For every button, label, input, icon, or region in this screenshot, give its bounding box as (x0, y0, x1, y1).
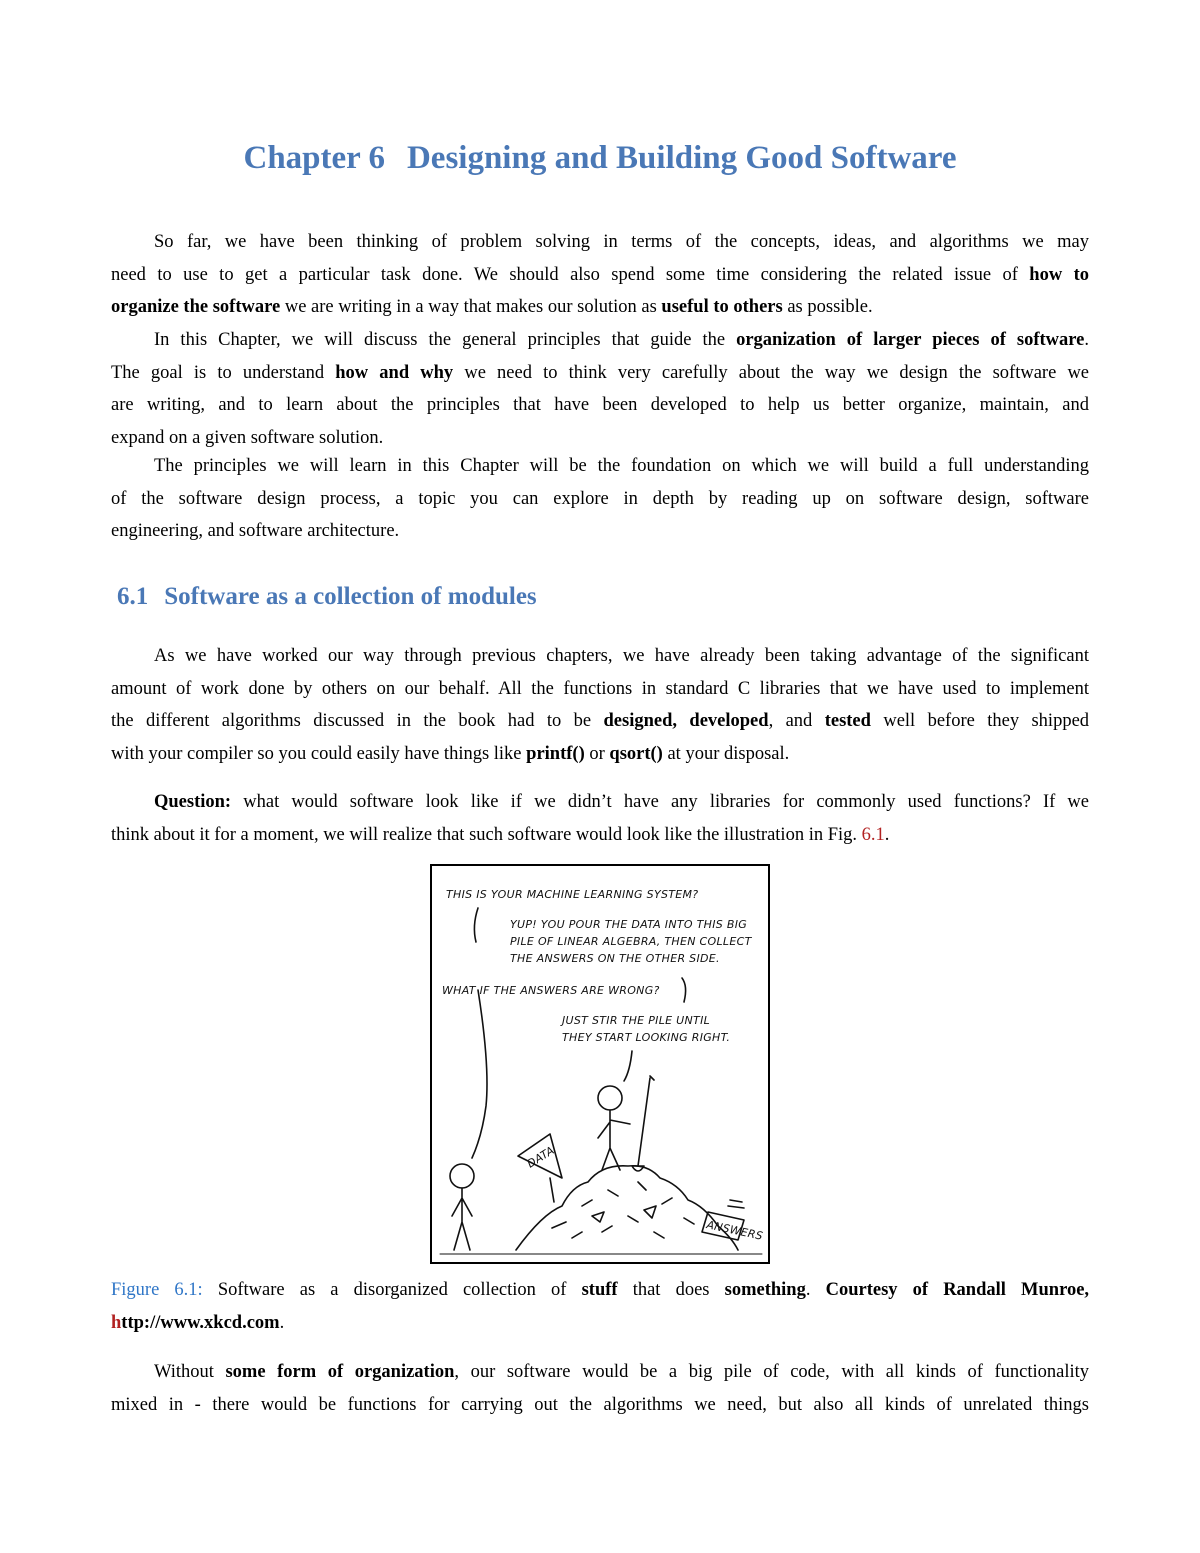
bold-text: designed, developed (603, 711, 769, 731)
speech-line (624, 1051, 632, 1081)
stick-figure-head (450, 1164, 474, 1188)
funnel-label: DATA (524, 1143, 557, 1171)
section-title (117, 583, 537, 611)
text-line: mixed in - there would be functions for carrying out the algorithms we need, but also all kinds of unrelated things (111, 1394, 1089, 1415)
text-run: what would software look like if we didn’t have any libraries for commonly used functions? If we (243, 792, 1090, 812)
bold-text: something (724, 1280, 806, 1300)
question-label: Question: (154, 792, 232, 812)
text-line: As we have worked our way through previous chapters, we have already been taking advantage of the significant (154, 646, 1089, 666)
comic-text-line: THEY START LOOKING RIGHT. (562, 1031, 731, 1044)
bold-text: tested (824, 711, 871, 731)
bold-text: qsort() (609, 743, 663, 764)
text-run: need to use to get a particular task done. We should also spend some time considering the related issue of (111, 264, 1018, 285)
text-line (111, 324, 1089, 357)
text-run: think about it for a moment, we will realize that such software would look like the illustration in Fig. (111, 824, 858, 845)
text-run: we need to think very carefully about the way we design the software we (464, 362, 1090, 383)
stick-figure-body (598, 1110, 630, 1170)
question-paragraph (111, 786, 1089, 851)
text-run: , our software would be a big pile of code, with all kinds of functionality (454, 1362, 1090, 1382)
text-line: of the software design process, a topic you can explore in depth by reading up on software design, software (111, 488, 1089, 509)
figure-caption (111, 1274, 1089, 1339)
intro-paragraph-1 (111, 226, 1089, 324)
text-line: The principles we will learn in this Chapter will be the foundation on which we will build a full understanding (154, 456, 1089, 476)
bold-text: some form of organization (225, 1362, 455, 1382)
bold-text: Courtesy of Randall Munroe, (825, 1280, 1090, 1300)
comic-text-line: THE ANSWERS ON THE OTHER SIDE. (510, 952, 720, 965)
comic-text-line: PILE OF LINEAR ALGEBRA, THEN COLLECT (510, 935, 752, 948)
comic-text-line: THIS IS YOUR MACHINE LEARNING SYSTEM? (446, 888, 699, 901)
bold-text: how and why (335, 362, 454, 383)
link-first-char[interactable]: h (111, 1312, 122, 1333)
text-line (111, 1274, 1089, 1307)
figure-reference-link[interactable]: 6.1 (861, 824, 885, 845)
text-run: at your disposal. (667, 743, 790, 764)
text-line (111, 738, 1089, 771)
text-run: The goal is to understand (111, 362, 325, 383)
text-run: In this Chapter, we will discuss the general principles that guide the (154, 330, 726, 350)
stick-figure-head (598, 1086, 622, 1110)
text-run: we are writing in a way that makes our solution as (284, 297, 657, 317)
speech-line (474, 908, 478, 942)
text-line (111, 259, 1089, 292)
comic-text-line: JUST STIR THE PILE UNTIL (562, 1014, 711, 1027)
text-run: the different algorithms discussed in the book had to be (111, 711, 592, 731)
text-line (111, 786, 1089, 819)
text-run: or (589, 743, 605, 764)
text-line (111, 1307, 1089, 1340)
xkcd-link[interactable]: ttp://www.xkcd.com (121, 1312, 280, 1333)
pile-shapes (592, 1206, 656, 1222)
text-run: that does (632, 1280, 710, 1300)
chapter-number: Chapter 6 (243, 140, 385, 176)
speech-line (472, 990, 487, 1158)
bold-text: how to (1029, 264, 1089, 285)
bold-text: useful to others (661, 297, 783, 317)
text-run: . (1084, 330, 1090, 350)
output-label: ANSWERS (705, 1218, 765, 1243)
text-run: . (884, 824, 890, 845)
paddle-handle (638, 1078, 650, 1166)
comic-figure (430, 864, 770, 1264)
text-run: Software as a disorganized collection of (217, 1280, 567, 1300)
text-line (111, 705, 1089, 738)
text-line: are writing, and to learn about the principles that have been developed to help us better organize, maintain, and (111, 395, 1089, 415)
bold-text: printf() (526, 743, 585, 764)
stick-figure-body (452, 1188, 472, 1250)
text-run: as possible. (787, 297, 873, 317)
bold-text: stuff (581, 1280, 618, 1300)
text-run: Without (154, 1362, 214, 1382)
chapter-title (0, 140, 1200, 177)
output-marks (728, 1200, 744, 1208)
chapter-name: Designing and Building Good Software (406, 140, 957, 176)
comic-illustration (432, 866, 768, 1262)
section-number: 6.1 (117, 583, 149, 610)
text-line (111, 819, 1089, 852)
text-run: with your compiler so you could easily have things like (111, 743, 522, 764)
text-line: amount of work done by others on our behalf. All the functions in standard C libraries that we have used to implement (111, 678, 1089, 699)
text-line (111, 291, 1089, 324)
intro-paragraph-3 (111, 450, 1089, 548)
comic-text-line: YUP! YOU POUR THE DATA INTO THIS BIG (510, 918, 748, 931)
text-line: engineering, and software architecture. (111, 521, 400, 541)
section-paragraph-1 (111, 640, 1089, 770)
speech-line (682, 978, 686, 1002)
text-line (111, 357, 1089, 390)
text-run: well before they shipped (883, 711, 1090, 731)
text-line (111, 1356, 1089, 1389)
text-run: . (279, 1312, 285, 1333)
text-line: So far, we have been thinking of problem solving in terms of the concepts, ideas, and algorithms we may (154, 232, 1089, 252)
figure-label: Figure 6.1: (111, 1280, 203, 1300)
bold-text: organize the software (111, 297, 281, 317)
bold-text: organization of larger pieces of software (736, 330, 1085, 350)
closing-paragraph (111, 1356, 1089, 1421)
text-run: . (805, 1280, 811, 1300)
comic-text-line: WHAT IF THE ANSWERS ARE WRONG? (442, 984, 660, 997)
section-name: Software as a collection of modules (164, 583, 537, 610)
text-run: , and (768, 711, 813, 731)
intro-paragraph-2 (111, 324, 1089, 454)
text-line: expand on a given software solution. (111, 427, 384, 448)
data-funnel-spout (550, 1178, 554, 1202)
